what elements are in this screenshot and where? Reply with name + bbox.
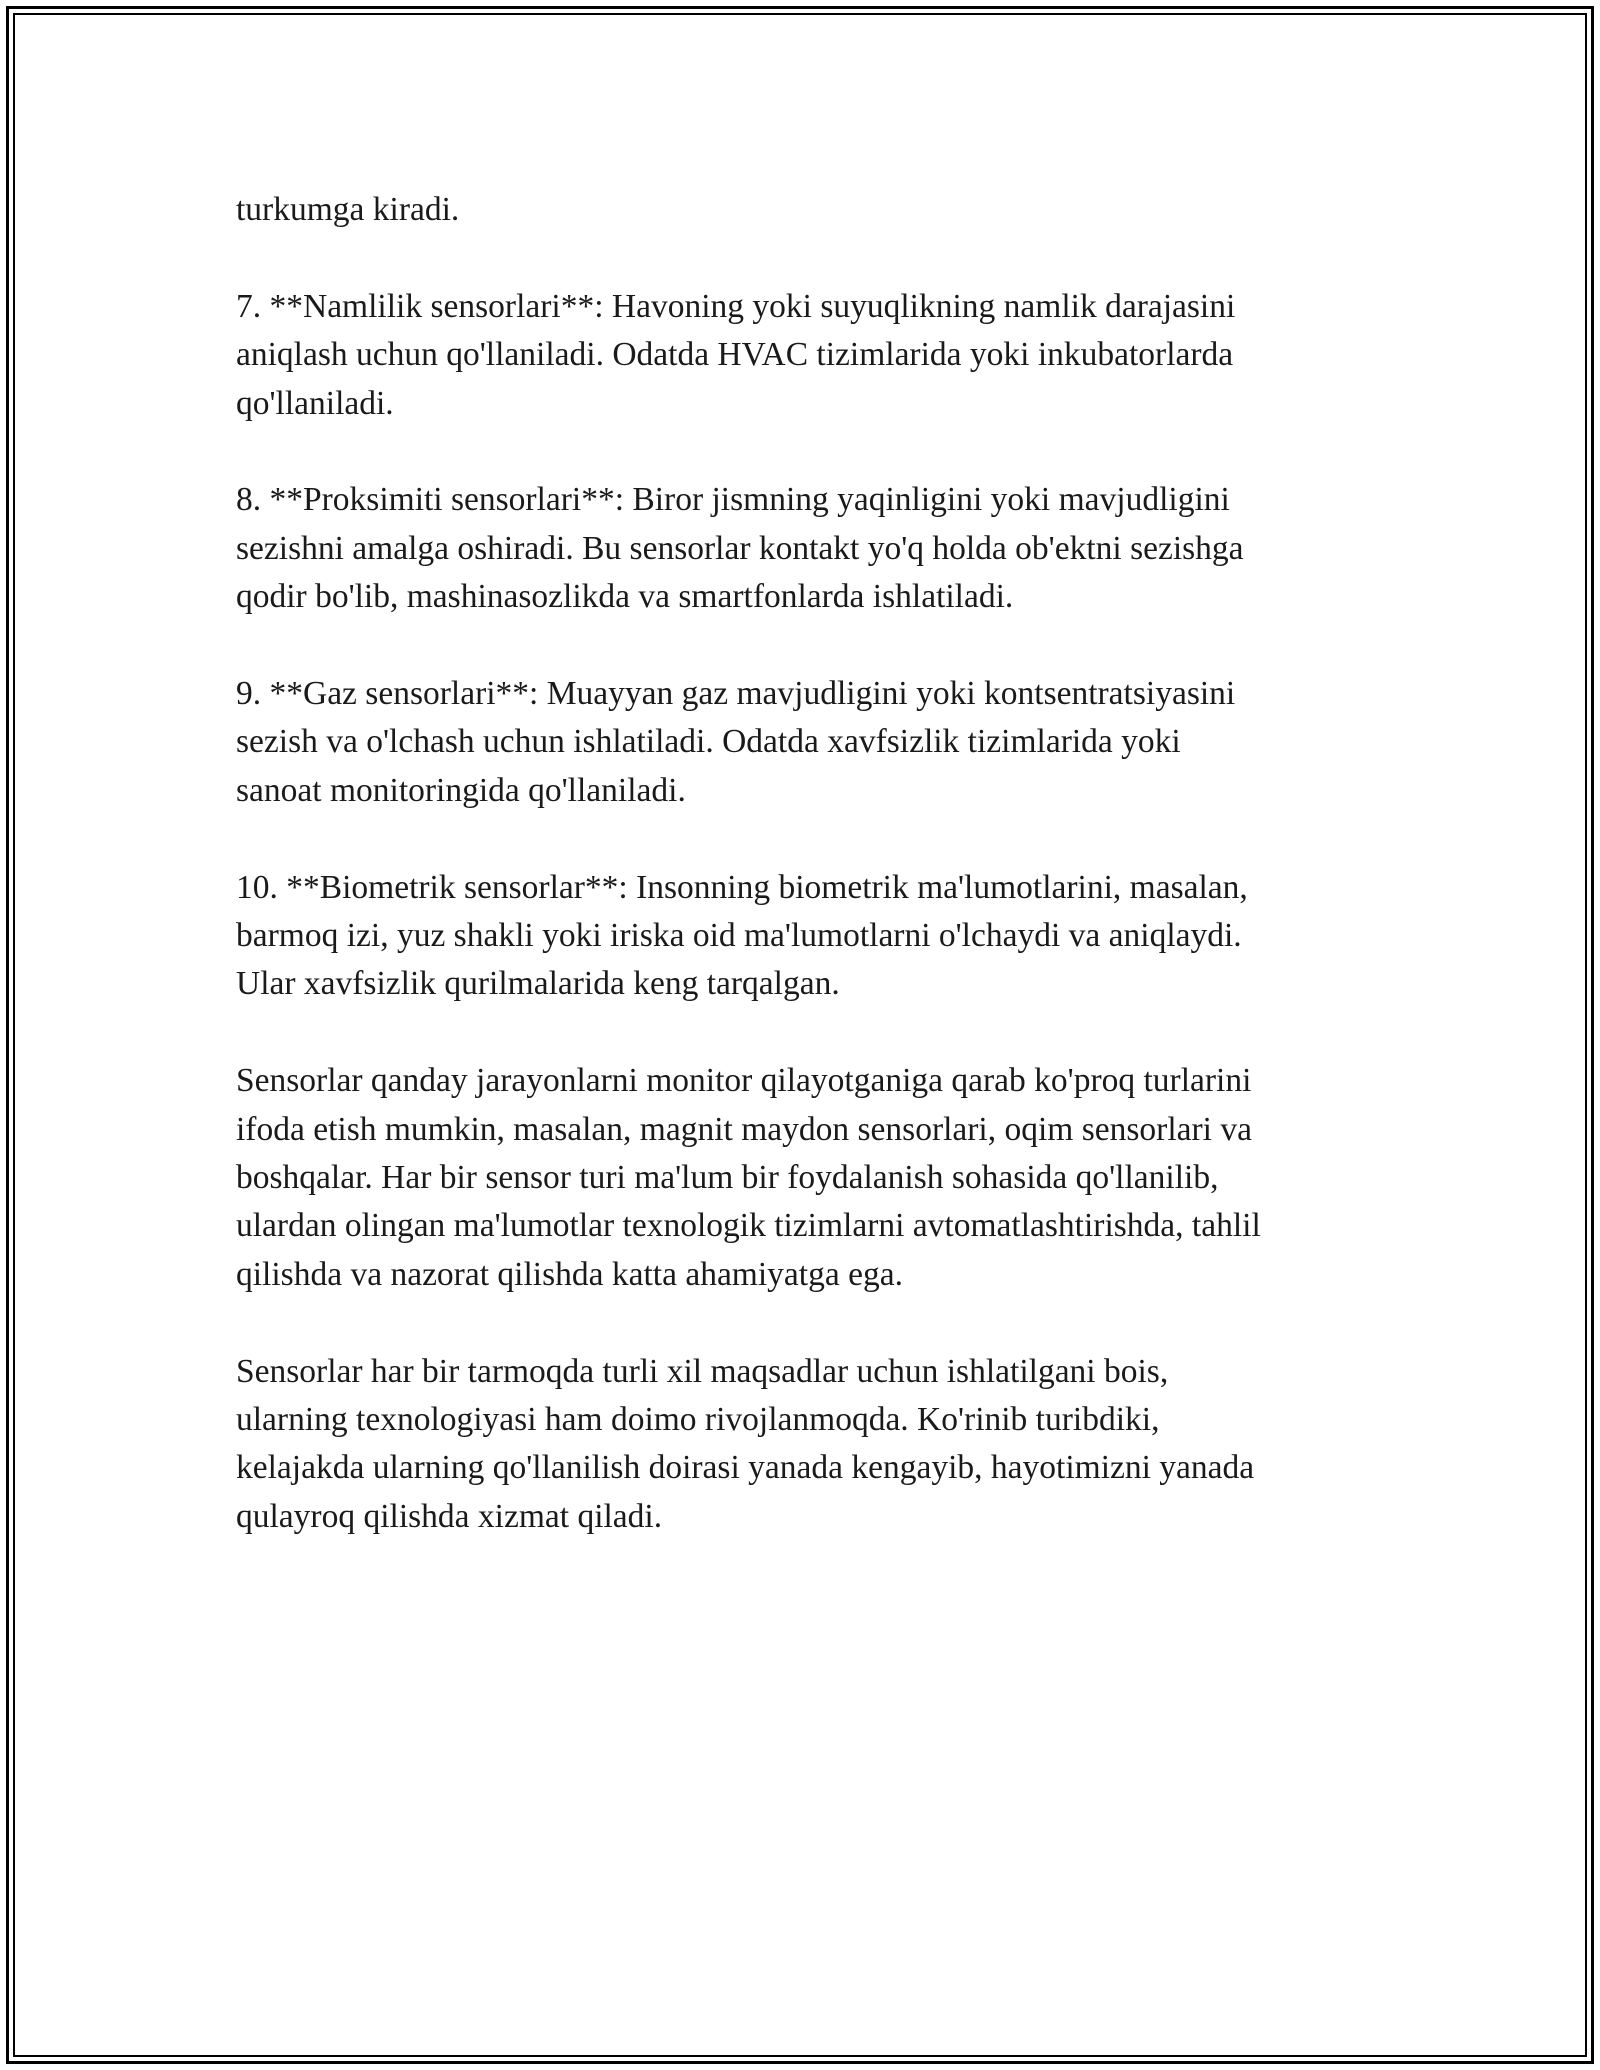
text-line: 7. **Namlilik sensorlari**: Havoning yoki suyuqlikning namlik darajasini — [236, 287, 1236, 325]
text-line: Sensorlar har bir tarmoqda turli xil maqsadlar uchun ishlatilgani bois, — [236, 1352, 1169, 1390]
text-line: aniqlash uchun qo'llaniladi. Odatda HVAC tizimlarida yoki inkubatorlarda — [236, 336, 1234, 374]
text-line: Ular xavfsizlik qurilmalarida keng tarqalgan. — [236, 965, 840, 1003]
text-line: ifoda etish mumkin, masalan, magnit maydon sensorlari, oqim sensorlari va — [236, 1110, 1252, 1148]
paragraph-gas-sensors — [236, 670, 1376, 815]
text-line: 8. **Proksimiti sensorlari**: Biror jismning yaqinligini yoki mavjudligini — [236, 481, 1230, 519]
text-line: sezishni amalga oshiradi. Bu sensorlar kontakt yo'q holda ob'ektni sezishga — [236, 529, 1244, 567]
text-line: ulardan olingan ma'lumotlar texnologik tizimlarni avtomatlashtirishda, tahlil — [236, 1207, 1261, 1245]
text-line: 9. **Gaz sensorlari**: Muayyan gaz mavjudligini yoki kontsentratsiyasini — [236, 675, 1236, 713]
text-line: ularning texnologiyasi ham doimo rivojlanmoqda. Ko'rinib turibdiki, — [236, 1401, 1160, 1439]
text-line: barmoq izi, yuz shakli yoki iriska oid ma'lumotlarni o'lchaydi va aniqlaydi. — [236, 917, 1242, 955]
text-line: 10. **Biometrik sensorlar**: Insonning biometrik ma'lumotlarini, masalan, — [236, 868, 1248, 906]
paragraph-other-sensors — [236, 1057, 1376, 1299]
text-line: kelajakda ularning qo'llanilish doirasi yanada kengayib, hayotimizni yanada — [236, 1449, 1255, 1487]
paragraph-humidity-sensors — [236, 283, 1376, 428]
text-line: qodir bo'lib, mashinasozlikda va smartfonlarda ishlatiladi. — [236, 578, 1014, 616]
text-line: boshqalar. Har bir sensor turi ma'lum bir foydalanish sohasida qo'llanilib, — [236, 1159, 1219, 1197]
text-line: qulayroq qilishda xizmat qiladi. — [236, 1497, 663, 1535]
document-body — [236, 186, 1376, 1590]
paragraph-continuation — [236, 186, 1376, 234]
paragraph-biometric-sensors — [236, 864, 1376, 1009]
text-line: turkumga kiradi. — [236, 191, 460, 228]
text-line: qo'llaniladi. — [236, 384, 394, 422]
text-line: qilishda va nazorat qilishda katta ahamiyatga ega. — [236, 1255, 903, 1293]
text-line: sezish va o'lchash uchun ishlatiladi. Odatda xavfsizlik tizimlarida yoki — [236, 723, 1181, 761]
paragraph-conclusion — [236, 1348, 1376, 1542]
paragraph-proximity-sensors — [236, 476, 1376, 621]
text-line: Sensorlar qanday jarayonlarni monitor qilayotganiga qarab ko'proq turlarini — [236, 1062, 1252, 1100]
text-line: sanoat monitoringida qo'llaniladi. — [236, 771, 686, 809]
